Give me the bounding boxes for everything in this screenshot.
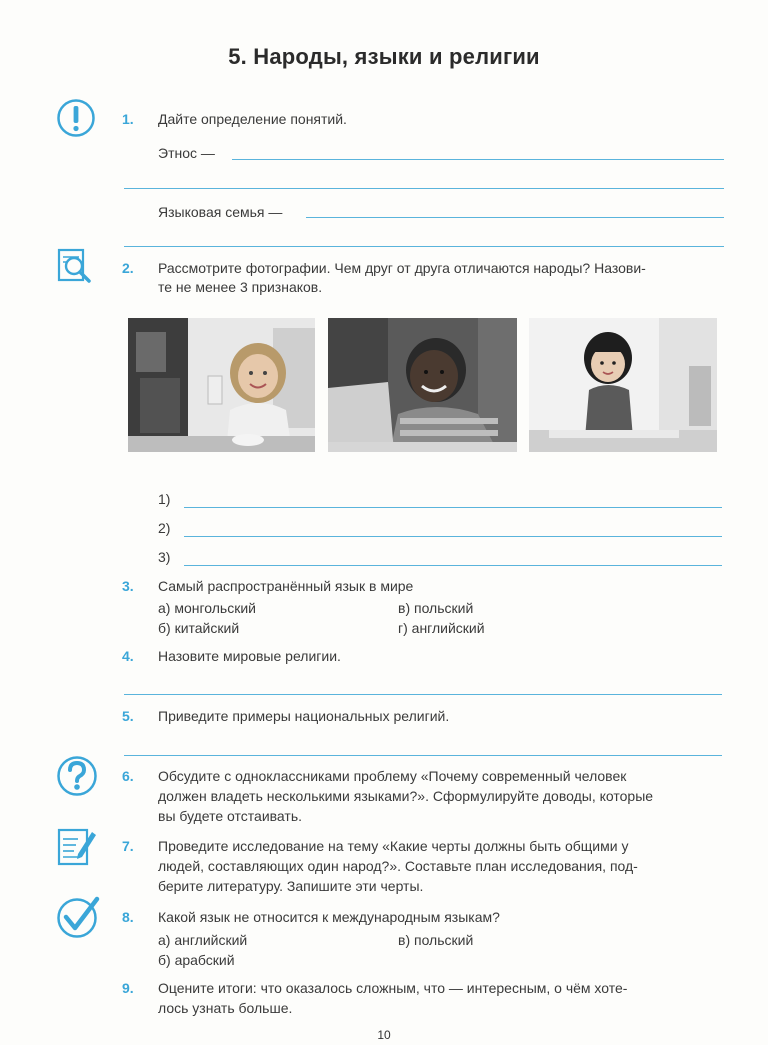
answer-line-language-family-2[interactable] [124, 246, 724, 247]
magnifier-icon [56, 247, 96, 292]
page-title: 5. Народы, языки и религии [228, 44, 540, 69]
task-3-option-g[interactable]: г) английский [398, 620, 485, 636]
photo-girl-smiling [128, 318, 315, 452]
task-8-option-a[interactable]: а) английский [158, 932, 248, 948]
task-8-option-b[interactable]: б) арабский [158, 952, 235, 968]
answer-line-ethnos[interactable] [232, 159, 724, 160]
answer-line-1[interactable] [184, 507, 722, 508]
answer-2-label: 2) [158, 520, 171, 536]
task-1-text: Дайте определение понятий. [158, 111, 347, 127]
task-3-text: Самый распространённый язык в мире [158, 578, 414, 594]
term-ethnos-label: Этнос — [158, 145, 215, 161]
answer-line-ethnos-2[interactable] [124, 188, 724, 189]
task-2-text-line1: Рассмотрите фотографии. Чем друг от друга отличаются народы? Назови- [158, 260, 646, 276]
task-8-number: 8. [122, 909, 134, 925]
task-6-line1: Обсудите с одноклассниками проблему «Почему современный человек [158, 768, 627, 784]
answer-line-national-religions[interactable] [124, 755, 722, 756]
task-7-line2: людей, составляющих один народ?». Составьте план исследования, под- [158, 858, 638, 874]
task-6-number: 6. [122, 768, 134, 784]
page-number: 10 [377, 1028, 391, 1042]
task-3-option-v[interactable]: в) польский [398, 600, 474, 616]
task-8-text: Какой язык не относится к международным языкам? [158, 909, 500, 925]
task-5-number: 5. [122, 708, 134, 724]
task-2-number: 2. [122, 260, 134, 276]
task-6-line3: вы будете отстаивать. [158, 808, 303, 824]
task-7-number: 7. [122, 838, 134, 854]
task-9-line2: лось узнать больше. [158, 1000, 293, 1016]
answer-line-2[interactable] [184, 536, 722, 537]
answer-3-label: 3) [158, 549, 171, 565]
pencil-notebook-icon [56, 826, 98, 873]
task-2-text-line2: те не менее 3 признаков. [158, 279, 323, 295]
photo-boy-laptop [328, 318, 517, 452]
term-language-family-label: Языковая семья — [158, 204, 283, 220]
answer-line-3[interactable] [184, 565, 722, 566]
task-3-number: 3. [122, 578, 134, 594]
checkmark-icon [56, 895, 100, 944]
answer-line-language-family[interactable] [306, 217, 724, 218]
task-9-number: 9. [122, 980, 134, 996]
task-4-number: 4. [122, 648, 134, 664]
task-6-line2: должен владеть несколькими языками?». Сформулируйте доводы, которые [158, 788, 654, 804]
task-5-text: Приведите примеры национальных религий. [158, 708, 450, 724]
task-7-line3: берите литературу. Запишите эти черты. [158, 878, 424, 894]
task-7-line1: Проведите исследование на тему «Какие черты должны быть общими у [158, 838, 629, 854]
task-3-option-b[interactable]: б) китайский [158, 620, 240, 636]
task-8-option-v[interactable]: в) польский [398, 932, 474, 948]
exclamation-icon [56, 98, 96, 143]
task-1-number: 1. [122, 111, 134, 127]
task-9-line1: Оцените итоги: что оказалось сложным, что — интересным, о чём хоте- [158, 980, 628, 996]
task-4-text: Назовите мировые религии. [158, 648, 341, 664]
answer-1-label: 1) [158, 491, 171, 507]
answer-line-religions[interactable] [124, 694, 722, 695]
question-icon [56, 755, 98, 802]
task-3-option-a[interactable]: а) монгольский [158, 600, 256, 616]
photo-girl-drawing [529, 318, 717, 452]
